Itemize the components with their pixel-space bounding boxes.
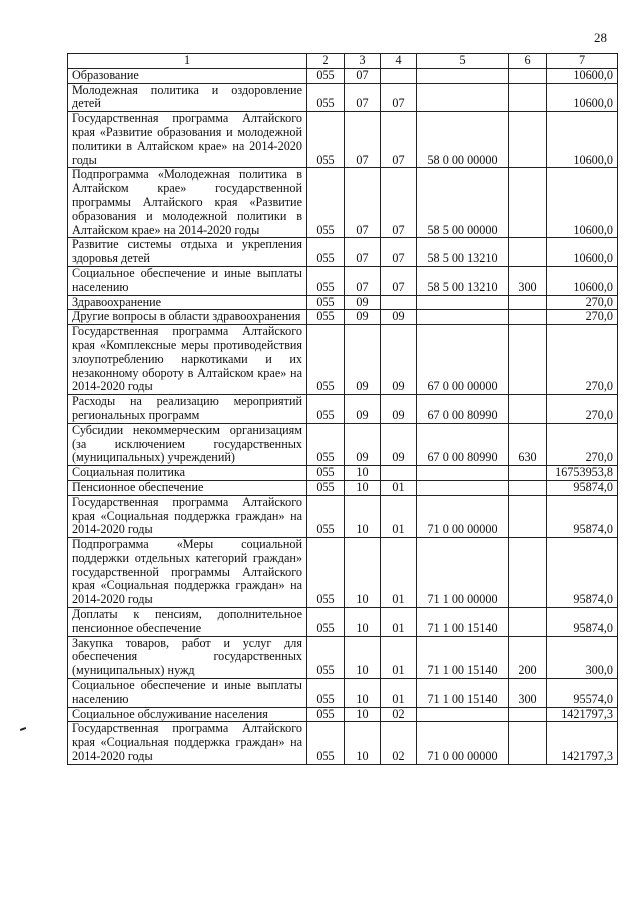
row-name: Пенсионное обеспечение <box>68 480 307 495</box>
subsection-code: 07 <box>381 266 417 295</box>
target-article: 67 0 00 80990 <box>417 395 509 424</box>
column-header: 7 <box>547 54 618 69</box>
row-name: Социальное обслуживание населения <box>68 707 307 722</box>
target-article: 58 5 00 13210 <box>417 238 509 267</box>
section-code: 09 <box>345 310 381 325</box>
amount: 10600,0 <box>547 266 618 295</box>
section-code: 10 <box>345 707 381 722</box>
expense-type: 300 <box>509 679 547 708</box>
row-name: Социальное обеспечение и иные выплаты населению <box>68 679 307 708</box>
subsection-code: 07 <box>381 83 417 112</box>
ministry-code: 055 <box>307 266 345 295</box>
target-article <box>417 466 509 481</box>
subsection-code: 07 <box>381 112 417 168</box>
column-header: 2 <box>307 54 345 69</box>
expense-type <box>509 168 547 238</box>
expense-type <box>509 238 547 267</box>
subsection-code: 09 <box>381 395 417 424</box>
table-row <box>68 68 618 83</box>
amount: 16753953,8 <box>547 466 618 481</box>
section-code: 10 <box>345 495 381 537</box>
expense-type <box>509 83 547 112</box>
ministry-code: 055 <box>307 112 345 168</box>
section-code: 07 <box>345 238 381 267</box>
ministry-code: 055 <box>307 238 345 267</box>
row-name: Развитие системы отдыха и укрепления здоровья детей <box>68 238 307 267</box>
section-code: 10 <box>345 466 381 481</box>
section-code: 07 <box>345 168 381 238</box>
amount: 10600,0 <box>547 168 618 238</box>
section-code: 07 <box>345 112 381 168</box>
column-header: 1 <box>68 54 307 69</box>
row-name: Государственная программа Алтайского края «Социальная поддержка граждан» на 2014-2020 годы <box>68 495 307 537</box>
expense-type <box>509 495 547 537</box>
expense-type <box>509 608 547 637</box>
section-code: 10 <box>345 608 381 637</box>
ministry-code: 055 <box>307 707 345 722</box>
expense-type <box>509 466 547 481</box>
target-article: 58 0 00 00000 <box>417 112 509 168</box>
ministry-code: 055 <box>307 395 345 424</box>
column-header: 3 <box>345 54 381 69</box>
amount: 270,0 <box>547 310 618 325</box>
table-row <box>68 636 618 678</box>
subsection-code: 09 <box>381 423 417 465</box>
amount: 1421797,3 <box>547 722 618 764</box>
target-article: 67 0 00 00000 <box>417 325 509 395</box>
subsection-code <box>381 68 417 83</box>
subsection-code: 02 <box>381 707 417 722</box>
subsection-code: 09 <box>381 310 417 325</box>
section-code: 10 <box>345 722 381 764</box>
subsection-code: 07 <box>381 238 417 267</box>
amount: 10600,0 <box>547 68 618 83</box>
expense-type <box>509 68 547 83</box>
budget-table <box>67 53 618 765</box>
table-header-row <box>68 54 618 69</box>
row-name: Подпрограмма «Молодежная политика в Алтайском крае» государственной программы Алтайского края «Развитие образования и молодежной политики в Алтайском крае» на 2014-2020 годы <box>68 168 307 238</box>
target-article: 58 5 00 00000 <box>417 168 509 238</box>
table-row <box>68 707 618 722</box>
ministry-code: 055 <box>307 466 345 481</box>
ministry-code: 055 <box>307 636 345 678</box>
subsection-code: 01 <box>381 538 417 608</box>
row-name: Расходы на реализацию мероприятий региональных программ <box>68 395 307 424</box>
subsection-code: 01 <box>381 495 417 537</box>
subsection-code: 07 <box>381 168 417 238</box>
target-article: 71 1 00 15140 <box>417 679 509 708</box>
amount: 95574,0 <box>547 679 618 708</box>
table-row <box>68 538 618 608</box>
row-name: Государственная программа Алтайского края «Развитие образования и молодежной политики в Алтайском крае» на 2014-2020 годы <box>68 112 307 168</box>
target-article: 71 1 00 15140 <box>417 608 509 637</box>
ministry-code: 055 <box>307 68 345 83</box>
row-name: Здравоохранение <box>68 295 307 310</box>
subsection-code <box>381 466 417 481</box>
ministry-code: 055 <box>307 679 345 708</box>
target-article <box>417 707 509 722</box>
amount: 270,0 <box>547 325 618 395</box>
target-article: 58 5 00 13210 <box>417 266 509 295</box>
amount: 270,0 <box>547 423 618 465</box>
amount: 300,0 <box>547 636 618 678</box>
table-row <box>68 679 618 708</box>
amount: 95874,0 <box>547 608 618 637</box>
amount: 10600,0 <box>547 83 618 112</box>
subsection-code: 01 <box>381 636 417 678</box>
table-row <box>68 266 618 295</box>
row-name: Государственная программа Алтайского края «Социальная поддержка граждан» на 2014-2020 годы <box>68 722 307 764</box>
row-name: Подпрограмма «Меры социальной поддержки отдельных категорий граждан» государственной программы Алтайского края «Социальная поддержка граждан» на 2014-2020 годы <box>68 538 307 608</box>
table-row <box>68 395 618 424</box>
table-row <box>68 238 618 267</box>
page-number: 28 <box>594 30 607 45</box>
section-code: 10 <box>345 538 381 608</box>
section-code: 07 <box>345 68 381 83</box>
table-row <box>68 722 618 764</box>
expense-type: 300 <box>509 266 547 295</box>
ministry-code: 055 <box>307 168 345 238</box>
subsection-code: 02 <box>381 722 417 764</box>
subsection-code <box>381 295 417 310</box>
ministry-code: 055 <box>307 495 345 537</box>
row-name: Молодежная политика и оздоровление детей <box>68 83 307 112</box>
table-row <box>68 112 618 168</box>
section-code: 09 <box>345 423 381 465</box>
subsection-code: 01 <box>381 679 417 708</box>
table-row <box>68 325 618 395</box>
table-row <box>68 495 618 537</box>
expense-type: 630 <box>509 423 547 465</box>
row-name: Закупка товаров, работ и услуг для обеспечения государственных (муниципальных) нужд <box>68 636 307 678</box>
table-row <box>68 608 618 637</box>
section-code: 09 <box>345 295 381 310</box>
expense-type <box>509 480 547 495</box>
target-article: 71 0 00 00000 <box>417 495 509 537</box>
target-article <box>417 68 509 83</box>
section-code: 10 <box>345 679 381 708</box>
subsection-code: 01 <box>381 480 417 495</box>
expense-type <box>509 295 547 310</box>
section-code: 10 <box>345 480 381 495</box>
ministry-code: 055 <box>307 423 345 465</box>
section-code: 07 <box>345 266 381 295</box>
expense-type: 200 <box>509 636 547 678</box>
row-name: Социальная политика <box>68 466 307 481</box>
column-header: 4 <box>381 54 417 69</box>
amount: 10600,0 <box>547 238 618 267</box>
column-header: 5 <box>417 54 509 69</box>
amount: 10600,0 <box>547 112 618 168</box>
expense-type <box>509 112 547 168</box>
target-article: 71 1 00 15140 <box>417 636 509 678</box>
ministry-code: 055 <box>307 83 345 112</box>
section-code: 09 <box>345 395 381 424</box>
row-name: Доплаты к пенсиям, дополнительное пенсионное обеспечение <box>68 608 307 637</box>
table-row <box>68 310 618 325</box>
expense-type <box>509 310 547 325</box>
row-name: Другие вопросы в области здравоохранения <box>68 310 307 325</box>
ministry-code: 055 <box>307 295 345 310</box>
section-code: 10 <box>345 636 381 678</box>
row-name: Социальное обеспечение и иные выплаты населению <box>68 266 307 295</box>
target-article <box>417 310 509 325</box>
ministry-code: 055 <box>307 538 345 608</box>
row-name: Субсидии некоммерческим организациям (за исключением государственных (муниципальных) учреждений) <box>68 423 307 465</box>
amount: 270,0 <box>547 295 618 310</box>
table-row <box>68 423 618 465</box>
amount: 95874,0 <box>547 538 618 608</box>
table-row <box>68 295 618 310</box>
ministry-code: 055 <box>307 480 345 495</box>
amount: 95874,0 <box>547 495 618 537</box>
table-row <box>68 480 618 495</box>
ministry-code: 055 <box>307 310 345 325</box>
expense-type <box>509 722 547 764</box>
target-article: 71 0 00 00000 <box>417 722 509 764</box>
table-row <box>68 168 618 238</box>
ministry-code: 055 <box>307 608 345 637</box>
amount: 270,0 <box>547 395 618 424</box>
margin-mark <box>20 727 26 731</box>
expense-type <box>509 707 547 722</box>
amount: 95874,0 <box>547 480 618 495</box>
target-article: 71 1 00 00000 <box>417 538 509 608</box>
ministry-code: 055 <box>307 325 345 395</box>
column-header: 6 <box>509 54 547 69</box>
section-code: 09 <box>345 325 381 395</box>
target-article <box>417 83 509 112</box>
target-article <box>417 480 509 495</box>
table-body <box>68 54 618 765</box>
table-row <box>68 83 618 112</box>
ministry-code: 055 <box>307 722 345 764</box>
section-code: 07 <box>345 83 381 112</box>
amount: 1421797,3 <box>547 707 618 722</box>
expense-type <box>509 538 547 608</box>
row-name: Образование <box>68 68 307 83</box>
target-article: 67 0 00 80990 <box>417 423 509 465</box>
subsection-code: 01 <box>381 608 417 637</box>
row-name: Государственная программа Алтайского края «Комплексные меры противодействия злоупотреблению наркотиками и их незаконному обороту в Алтайском крае» на 2014-2020 годы <box>68 325 307 395</box>
subsection-code: 09 <box>381 325 417 395</box>
expense-type <box>509 395 547 424</box>
table-row <box>68 466 618 481</box>
target-article <box>417 295 509 310</box>
expense-type <box>509 325 547 395</box>
